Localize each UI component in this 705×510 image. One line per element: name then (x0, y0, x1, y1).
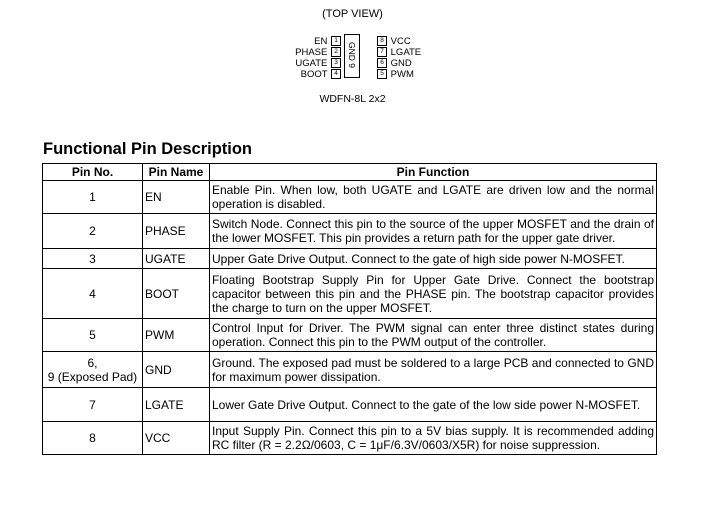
table-row (43, 352, 657, 388)
header-pin-function: Pin Function (210, 164, 657, 181)
pin-number-box: 6 (377, 58, 387, 68)
exposed-pad (344, 34, 360, 78)
table-row (43, 249, 657, 269)
pin-label-vcc: 8 VCC (376, 36, 420, 47)
pin-no-cell: 5 (43, 319, 143, 352)
pin-number-box: 2 (331, 47, 341, 57)
pin-label-gnd: 6 GND (376, 58, 420, 69)
pin-number-box: 4 (331, 69, 341, 79)
pin-no-line-2: 9 (Exposed Pad) (47, 369, 138, 384)
table-row (43, 269, 657, 319)
top-view-label: (TOP VIEW) (322, 8, 383, 20)
pin-function-cell: Switch Node. Connect this pin to the source of the upper MOSFET and the drain of the lower MOSFET. This pin provides a return path for the upper gate driver. (210, 214, 657, 249)
exposed-pad-label: GND 9 (347, 42, 357, 68)
header-pin-name: Pin Name (143, 164, 210, 181)
pin-no-cell: 2 (43, 214, 143, 249)
pin-no-cell: 1 (43, 181, 143, 214)
pin-name-cell: PHASE (143, 214, 210, 249)
pin-label-phase: PHASE 2 (280, 47, 342, 58)
pin-number-box: 8 (377, 36, 387, 46)
pin-number-box: 3 (331, 58, 341, 68)
pin-name-cell: UGATE (143, 249, 210, 269)
table-row (43, 422, 657, 455)
table-row (43, 319, 657, 352)
pin-number-box: 7 (377, 47, 387, 57)
pin-no-cell: 4 (43, 269, 143, 319)
pin-name-cell: GND (143, 352, 210, 388)
table-row (43, 388, 657, 422)
table-row (43, 181, 657, 214)
pin-function-cell: Lower Gate Drive Output. Connect to the gate of the low side power N-MOSFET. (210, 388, 657, 422)
table-row (43, 214, 657, 249)
pin-label-en: EN 1 (280, 36, 342, 47)
pin-label-boot: BOOT 4 (280, 69, 342, 80)
pin-description-table (42, 163, 657, 455)
pin-number-box: 1 (331, 36, 341, 46)
package-diagram (280, 32, 420, 82)
table-header-row (43, 164, 657, 181)
pin-no-cell: 8 (43, 422, 143, 455)
pin-no-cell: 3 (43, 249, 143, 269)
pin-no-line: 6, (87, 355, 98, 370)
pin-no-cell: 7 (43, 388, 143, 422)
section-title: Functional Pin Description (43, 140, 253, 158)
pin-name-cell: PWM (143, 319, 210, 352)
pin-label-ugate: UGATE 3 (280, 58, 342, 69)
pin-no-cell (43, 352, 143, 388)
pin-name-cell: EN (143, 181, 210, 214)
pin-name-cell: LGATE (143, 388, 210, 422)
pin-function-cell: Enable Pin. When low, both UGATE and LGATE are driven low and the normal operation is disabled. (210, 181, 657, 214)
pin-function-cell: Input Supply Pin. Connect this pin to a 5V bias supply. It is recommended adding RC filter (R = 2.2Ω/0603, C = 1μF/6.3V/0603/X5R) for noise suppression. (210, 422, 657, 455)
header-pin-no: Pin No. (43, 164, 143, 181)
package-caption: WDFN-8L 2x2 (319, 93, 386, 105)
pin-function-cell: Control Input for Driver. The PWM signal can enter three distinct states during operation. Connect this pin to the PWM output of the controller. (210, 319, 657, 352)
right-pin-column (376, 36, 420, 80)
left-pin-column (280, 36, 342, 80)
pin-number-box: 5 (377, 69, 387, 79)
pin-label-pwm: 5 PWM (376, 69, 420, 80)
pin-label-lgate: 7 LGATE (376, 47, 420, 58)
pin-function-cell: Upper Gate Drive Output. Connect to the gate of high side power N-MOSFET. (210, 249, 657, 269)
pin-function-cell: Floating Bootstrap Supply Pin for Upper Gate Drive. Connect the bootstrap capacitor between this pin and the PHASE pin. The bootstrap capacitor provides the charge to turn on the upper MOSFET. (210, 269, 657, 319)
pin-function-cell: Ground. The exposed pad must be soldered to a large PCB and connected to GND for maximum power dissipation. (210, 352, 657, 388)
pin-name-cell: VCC (143, 422, 210, 455)
pin-name-cell: BOOT (143, 269, 210, 319)
